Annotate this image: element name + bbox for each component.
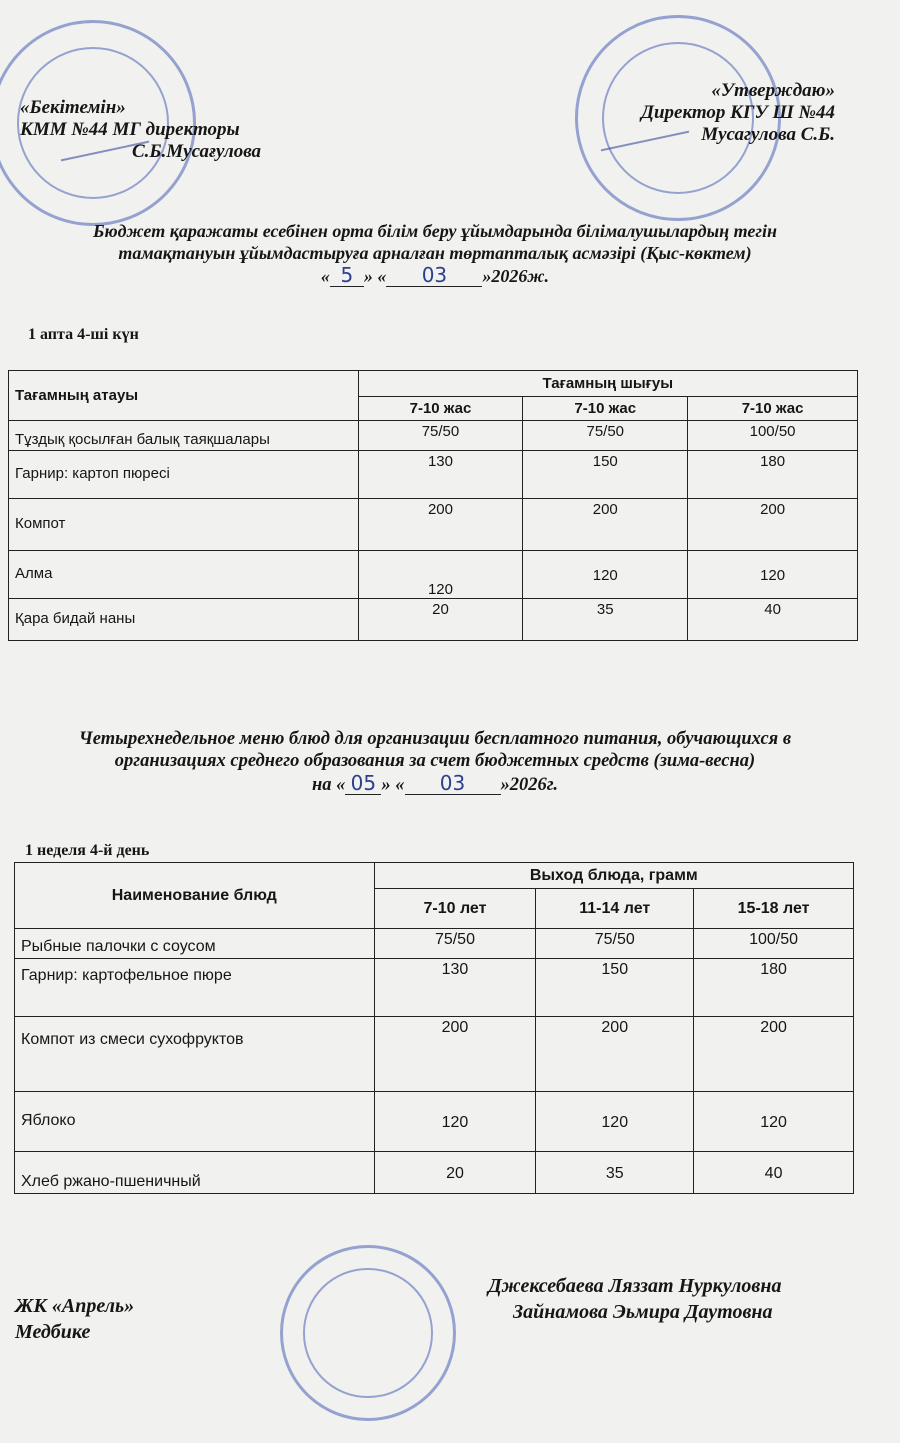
ru-row-3-v3: 200 — [694, 1017, 854, 1092]
ru-row-3-v1: 200 — [374, 1017, 536, 1092]
ru-row-5-v3: 40 — [694, 1152, 854, 1194]
footer-company: ЖК «Апрель» — [15, 1295, 135, 1317]
kz-title — [15, 220, 855, 287]
kz-date-day: 5 — [330, 264, 364, 287]
ru-header-name: Наименование блюд — [15, 863, 375, 929]
ru-date-month: 03 — [405, 772, 501, 795]
kz-row-1-v2: 75/50 — [523, 421, 688, 451]
company-stamp — [280, 1245, 456, 1421]
kz-row-5-v3: 40 — [688, 599, 858, 641]
footer-role: Медбике — [15, 1321, 91, 1343]
ru-header-age-2: 11-14 лет — [536, 889, 694, 929]
table-row — [15, 1152, 854, 1194]
ru-row-3-name: Компот из смеси сухофруктов — [15, 1017, 375, 1092]
kz-week-label: 1 апта 4-ші күн — [28, 326, 139, 343]
kz-row-2-v1: 130 — [358, 451, 523, 499]
approval-kz-name: С.Б.Мусағулова — [132, 141, 262, 162]
kz-row-3-v1: 200 — [358, 499, 523, 551]
table-row — [9, 499, 858, 551]
table-row — [9, 599, 858, 641]
approval-kz-position: КММ №44 МГ директоры — [20, 119, 240, 140]
kz-row-3-v3: 200 — [688, 499, 858, 551]
kz-row-2-v3: 180 — [688, 451, 858, 499]
ru-row-2-v1: 130 — [374, 959, 536, 1017]
ru-row-4-v1: 120 — [374, 1092, 536, 1152]
ru-header-age-1: 7-10 лет — [374, 889, 536, 929]
ru-row-1-name: Рыбные палочки с соусом — [15, 929, 375, 959]
ru-date-day: 05 — [345, 772, 381, 795]
ru-row-3-v2: 200 — [536, 1017, 694, 1092]
approval-kz — [20, 97, 261, 163]
kz-title-line1: Бюджет қаражаты есебінен орта білім беру ұйымдарында білімалушылардың тегін — [93, 221, 777, 241]
ru-row-2-v3: 180 — [694, 959, 854, 1017]
ru-title — [15, 728, 855, 796]
table-row — [15, 929, 854, 959]
kz-header-age-2: 7-10 жас — [523, 397, 688, 421]
ru-date — [15, 772, 855, 796]
footer-left — [15, 1293, 134, 1345]
kz-row-3-name: Компот — [9, 499, 359, 551]
ru-menu-table — [14, 862, 854, 1194]
kz-date-mid: » « — [363, 266, 387, 286]
ru-date-tail: »2026г. — [500, 775, 558, 795]
ru-row-2-name: Гарнир: картофельное пюре — [15, 959, 375, 1017]
kz-row-1-v1: 75/50 — [358, 421, 523, 451]
kz-row-3-v2: 200 — [523, 499, 688, 551]
table-row — [9, 421, 858, 451]
ru-date-mid: » « — [381, 775, 405, 795]
approval-ru-title: «Утверждаю» — [711, 80, 835, 101]
approval-ru-name: Мусагулова С.Б. — [701, 124, 835, 145]
ru-row-5-v1: 20 — [374, 1152, 536, 1194]
kz-header-age-1: 7-10 жас — [358, 397, 523, 421]
footer-right — [488, 1273, 781, 1325]
kz-title-line2: тамақтануын ұйымдастыруға арналған төртапталық асмәзірі (Қыс-көктем) — [118, 243, 752, 263]
ru-row-1-v3: 100/50 — [694, 929, 854, 959]
ru-title-line2: организациях среднего образования за счет бюджетных средств (зима-весна) — [114, 751, 756, 771]
kz-row-2-name: Гарнир: картоп пюресі — [9, 451, 359, 499]
kz-row-5-name: Қара бидай наны — [9, 599, 359, 641]
kz-header-group: Тағамның шығуы — [358, 371, 857, 397]
ru-header-group: Выход блюда, грамм — [374, 863, 853, 889]
kz-menu-table — [8, 370, 858, 641]
kz-header-name: Тағамның атауы — [9, 371, 359, 421]
table-row — [9, 451, 858, 499]
table-row — [9, 551, 858, 599]
kz-row-1-name: Тұздық қосылған балық таяқшалары — [9, 421, 359, 451]
footer-person-1: Джексебаева Ляззат Нуркуловна — [488, 1275, 782, 1297]
kz-date-tail: »2026ж. — [482, 266, 550, 286]
approval-ru — [585, 80, 835, 146]
kz-row-4-v3: 120 — [688, 551, 858, 599]
ru-row-1-v1: 75/50 — [374, 929, 536, 959]
table-row — [15, 959, 854, 1017]
kz-row-4-v2: 120 — [523, 551, 688, 599]
approval-ru-position: Директор КГУ Ш №44 — [641, 102, 835, 123]
ru-row-5-v2: 35 — [536, 1152, 694, 1194]
kz-row-5-v2: 35 — [523, 599, 688, 641]
ru-row-1-v2: 75/50 — [536, 929, 694, 959]
ru-title-line1: Четырехнедельное меню блюд для организации бесплатного питания, обучающихся в — [78, 729, 792, 749]
kz-date — [15, 264, 855, 287]
kz-date-open: « — [320, 266, 330, 286]
kz-row-4-name: Алма — [9, 551, 359, 599]
ru-row-4-v3: 120 — [694, 1092, 854, 1152]
kz-row-5-v1: 20 — [358, 599, 523, 641]
ru-row-4-v2: 120 — [536, 1092, 694, 1152]
footer-person-2: Зайнамова Эьмира Даутовна — [513, 1301, 773, 1323]
ru-week-label: 1 неделя 4-й день — [25, 842, 150, 859]
ru-header-age-3: 15-18 лет — [694, 889, 854, 929]
ru-row-4-name: Яблоко — [15, 1092, 375, 1152]
table-row — [15, 1017, 854, 1092]
ru-row-5-name: Хлеб ржано-пшеничный — [15, 1152, 375, 1194]
kz-row-1-v3: 100/50 — [688, 421, 858, 451]
kz-row-2-v2: 150 — [523, 451, 688, 499]
ru-row-2-v2: 150 — [536, 959, 694, 1017]
kz-row-4-v1: 120 — [358, 551, 523, 599]
approval-kz-title: «Бекітемін» — [20, 97, 126, 118]
kz-date-month: 03 — [386, 264, 482, 287]
ru-date-prefix: на « — [312, 775, 346, 795]
table-row — [15, 1092, 854, 1152]
kz-header-age-3: 7-10 жас — [688, 397, 858, 421]
